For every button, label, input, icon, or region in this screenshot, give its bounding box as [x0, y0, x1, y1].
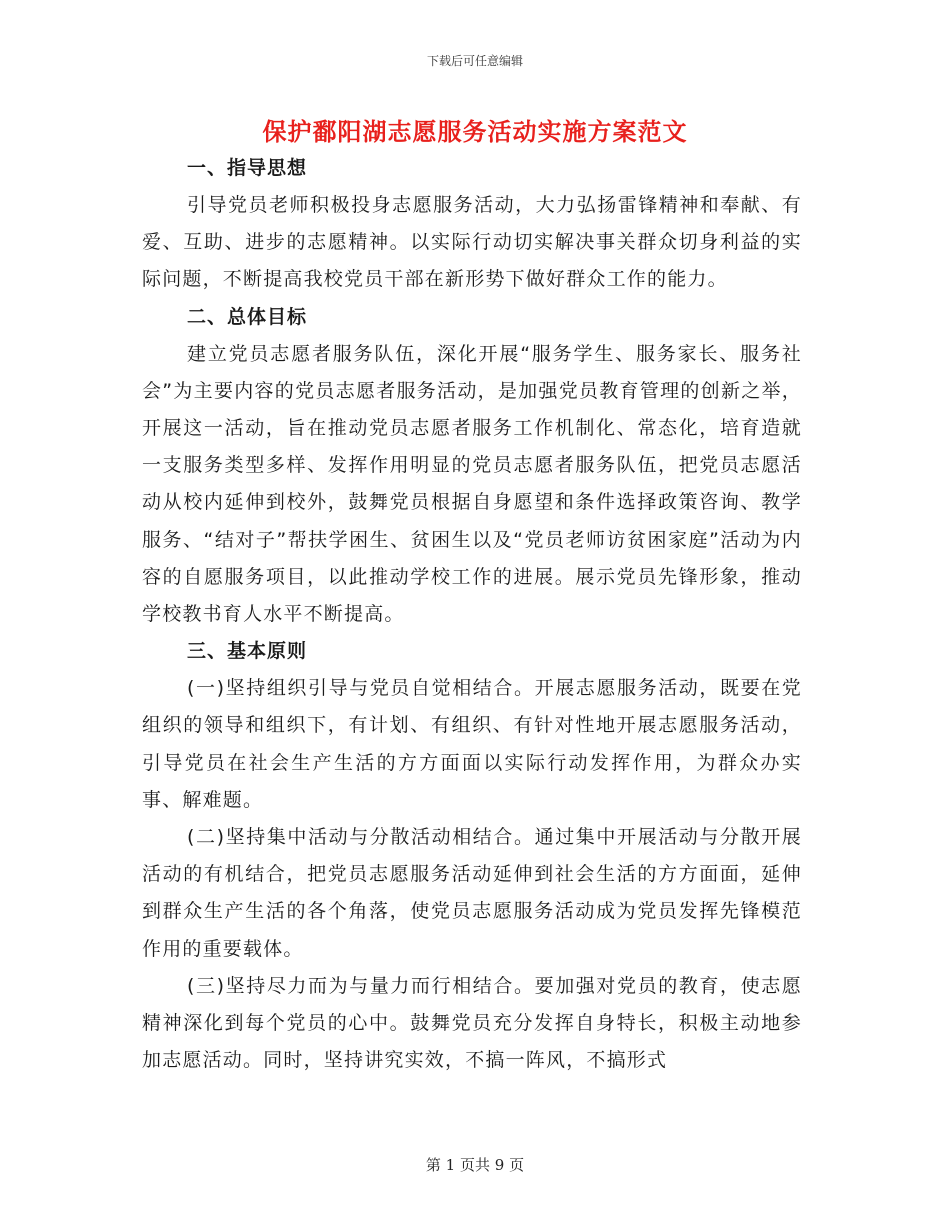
- page-footer: 第 1 页共 9 页: [425, 1156, 525, 1174]
- header-note: 下载后可任意编辑: [426, 54, 523, 68]
- paragraph-principle-3: (三)坚持尽力而为与量力而行相结合。要加强对党员的教育，使志愿精神深化到每个党员的心中。鼓舞党员充分发挥自身特长，积极主动地参加志愿活动。同时，坚持讲究实效，不搞一阵风，不搞形式: [142, 974, 802, 1072]
- paragraph-overall-goal: 建立党员志愿者服务队伍，深化开展“服务学生、服务家长、服务社会”为主要内容的党员志愿者服务活动，是加强党员教育管理的创新之举，开展这一活动，旨在推动党员志愿者服务工作机制化、常态化，培育造就一支服务类型多样、发挥作用明显的党员志愿者服务队伍，把党员志愿活动从校内延伸到校外，鼓舞党员根据自身愿望和条件选择政策咨询、教学服务、“结对子”帮扶学困生、贫困生以及“党员老师访贫困家庭”活动为内容的自愿服务项目，以此推动学校工作的进展。展示党员先锋形象，推动学校教书育人水平不断提高。: [142, 342, 802, 626]
- section-heading-basic-principles: 三、基本原则: [187, 640, 308, 663]
- paragraph-principle-2: (二)坚持集中活动与分散活动相结合。通过集中开展活动与分散开展活动的有机结合，把党员志愿服务活动延伸到社会生活的方方面面，延伸到群众生产生活的各个角落，使党员志愿服务活动成为党员发挥先锋模范作用的重要载体。: [142, 826, 802, 960]
- section-heading-guiding-ideology: 一、指导思想: [187, 157, 308, 179]
- paragraph-guiding-ideology: 引导党员老师积极投身志愿服务活动，大力弘扬雷锋精神和奉献、有爱、互助、进步的志愿精神。以实际行动切实解决事关群众切身利益的实际问题，不断提高我校党员干部在新形势下做好群众工作的能力。: [142, 194, 802, 291]
- paragraph-principle-1: (一)坚持组织引导与党员自觉相结合。开展志愿服务活动，既要在党组织的领导和组织下，有计划、有组织、有针对性地开展志愿服务活动，引导党员在社会生产生活的方方面面以实际行动发挥作用，为群众办实事、解难题。: [142, 677, 802, 811]
- document-body: [142, 150, 802, 1079]
- section-heading-overall-goal: 二、总体目标: [187, 305, 308, 328]
- document-title: 保护鄱阳湖志愿服务活动实施方案范文: [262, 118, 688, 146]
